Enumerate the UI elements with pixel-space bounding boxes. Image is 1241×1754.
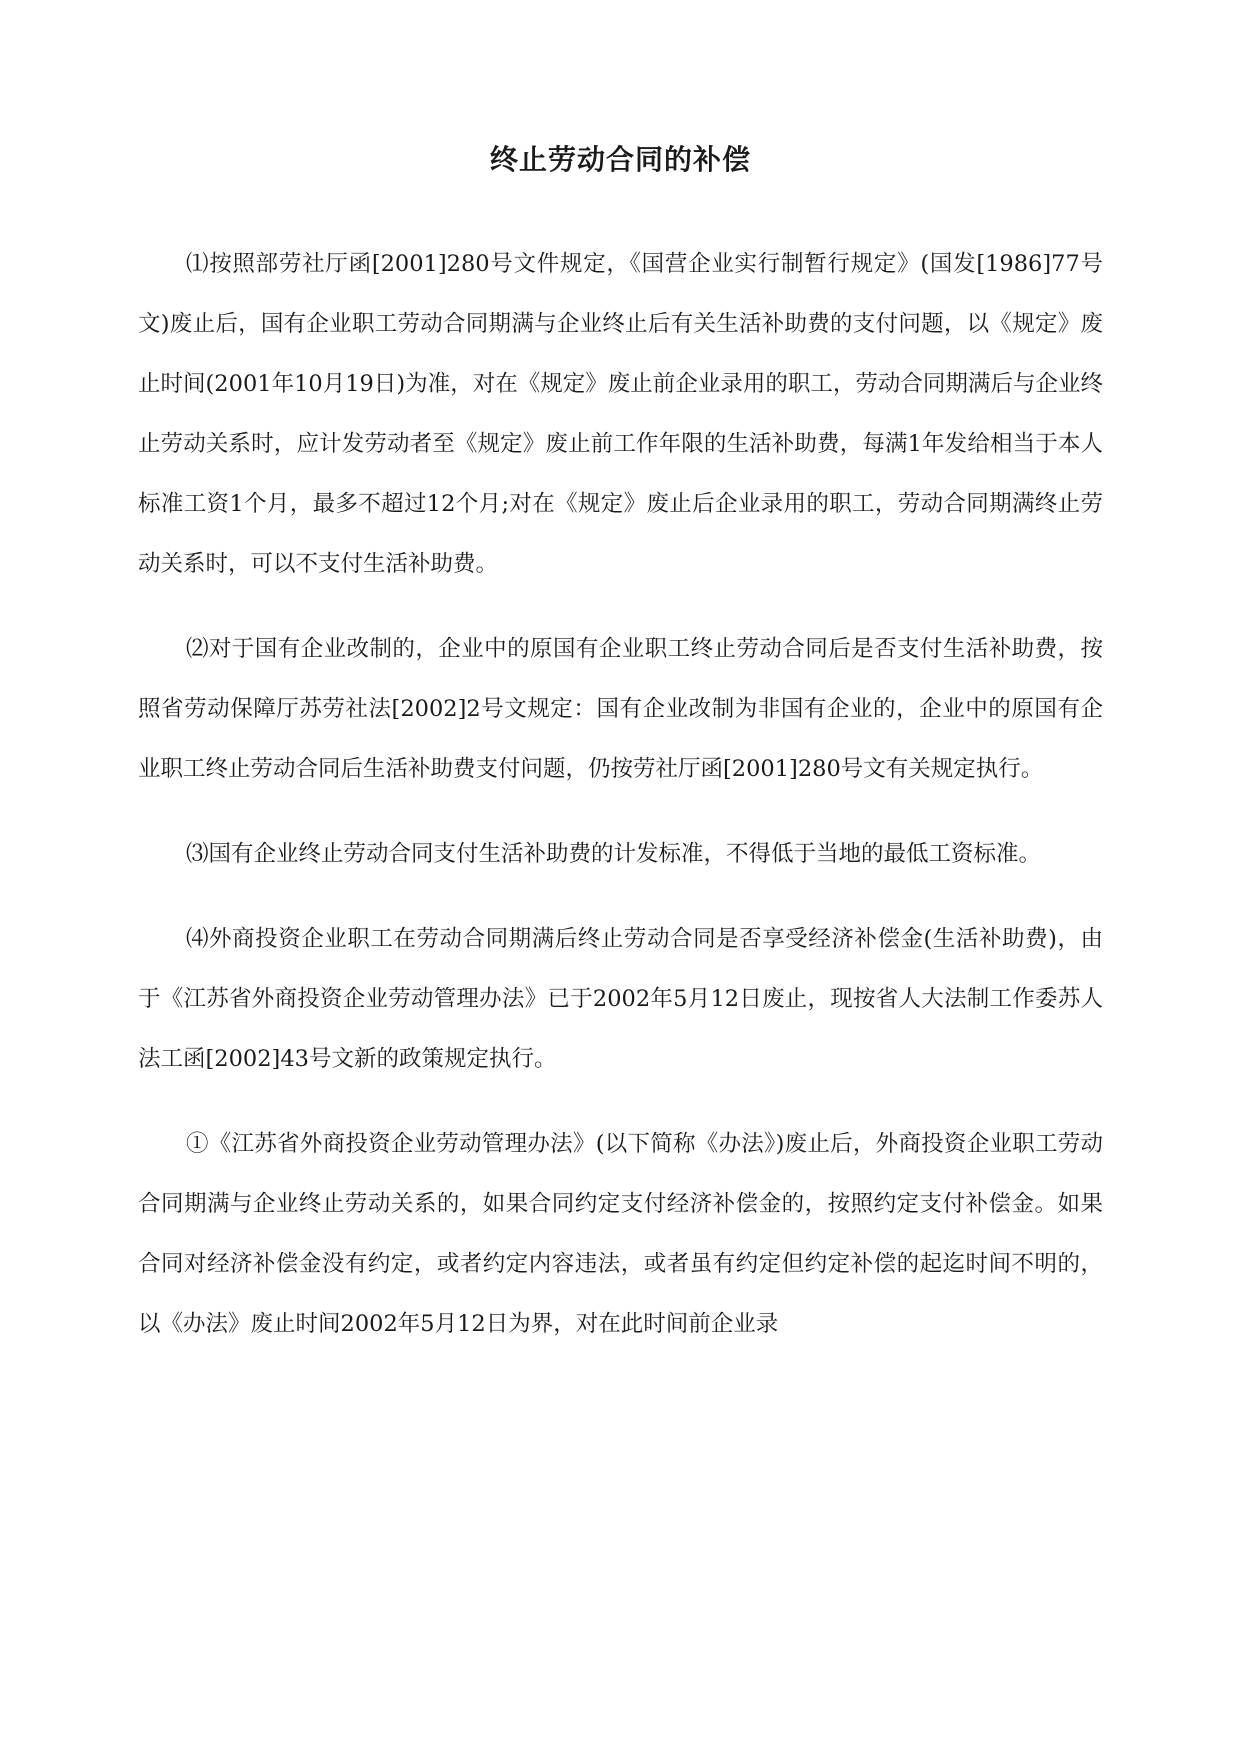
- paragraph-1: ⑴按照部劳社厅函[2001]280号文件规定，《国营企业实行制暂行规定》(国发[1986]77号文)废止后，国有企业职工劳动合同期满与企业终止后有关生活补助费的支付问题，以《规定》废止时间(2001年10月19日)为准，对在《规定》废止前企业录用的职工，劳动合同期满后与企业终止劳动关系时，应计发劳动者至《规定》废止前工作年限的生活补助费，每满1年发给相当于本人标准工资1个月，最多不超过12个月;对在《规定》废止后企业录用的职工，劳动合同期满终止劳动关系时，可以不支付生活补助费。: [138, 251, 1103, 577]
- document-body: [138, 234, 1103, 1379]
- paragraph-5: ①《江苏省外商投资企业劳动管理办法》(以下简称《办法》)废止后，外商投资企业职工劳动合同期满与企业终止劳动关系的，如果合同约定支付经济补偿金的，按照约定支付补偿金。如果合同对经济补偿金没有约定，或者约定内容违法，或者虽有约定但约定补偿的起迄时间不明的，以《办法》废止时间2002年5月12日为界，对在此时间前企业录: [138, 1131, 1103, 1337]
- paragraph-2: ⑵对于国有企业改制的，企业中的原国有企业职工终止劳动合同后是否支付生活补助费，按照省劳动保障厅苏劳社法[2002]2号文规定：国有企业改制为非国有企业的，企业中的原国有企业职工终止劳动合同后生活补助费支付问题，仍按劳社厅函[2001]280号文有关规定执行。: [138, 636, 1103, 782]
- paragraph-3: ⑶国有企业终止劳动合同支付生活补助费的计发标准，不得低于当地的最低工资标准。: [186, 841, 1042, 867]
- document-title: 终止劳动合同的补偿: [489, 143, 751, 176]
- paragraph-4: ⑷外商投资企业职工在劳动合同期满后终止劳动合同是否享受经济补偿金(生活补助费)，由于《江苏省外商投资企业劳动管理办法》已于2002年5月12日废止，现按省人大法制工作委苏人法工函[2002]43号文新的政策规定执行。: [138, 926, 1103, 1072]
